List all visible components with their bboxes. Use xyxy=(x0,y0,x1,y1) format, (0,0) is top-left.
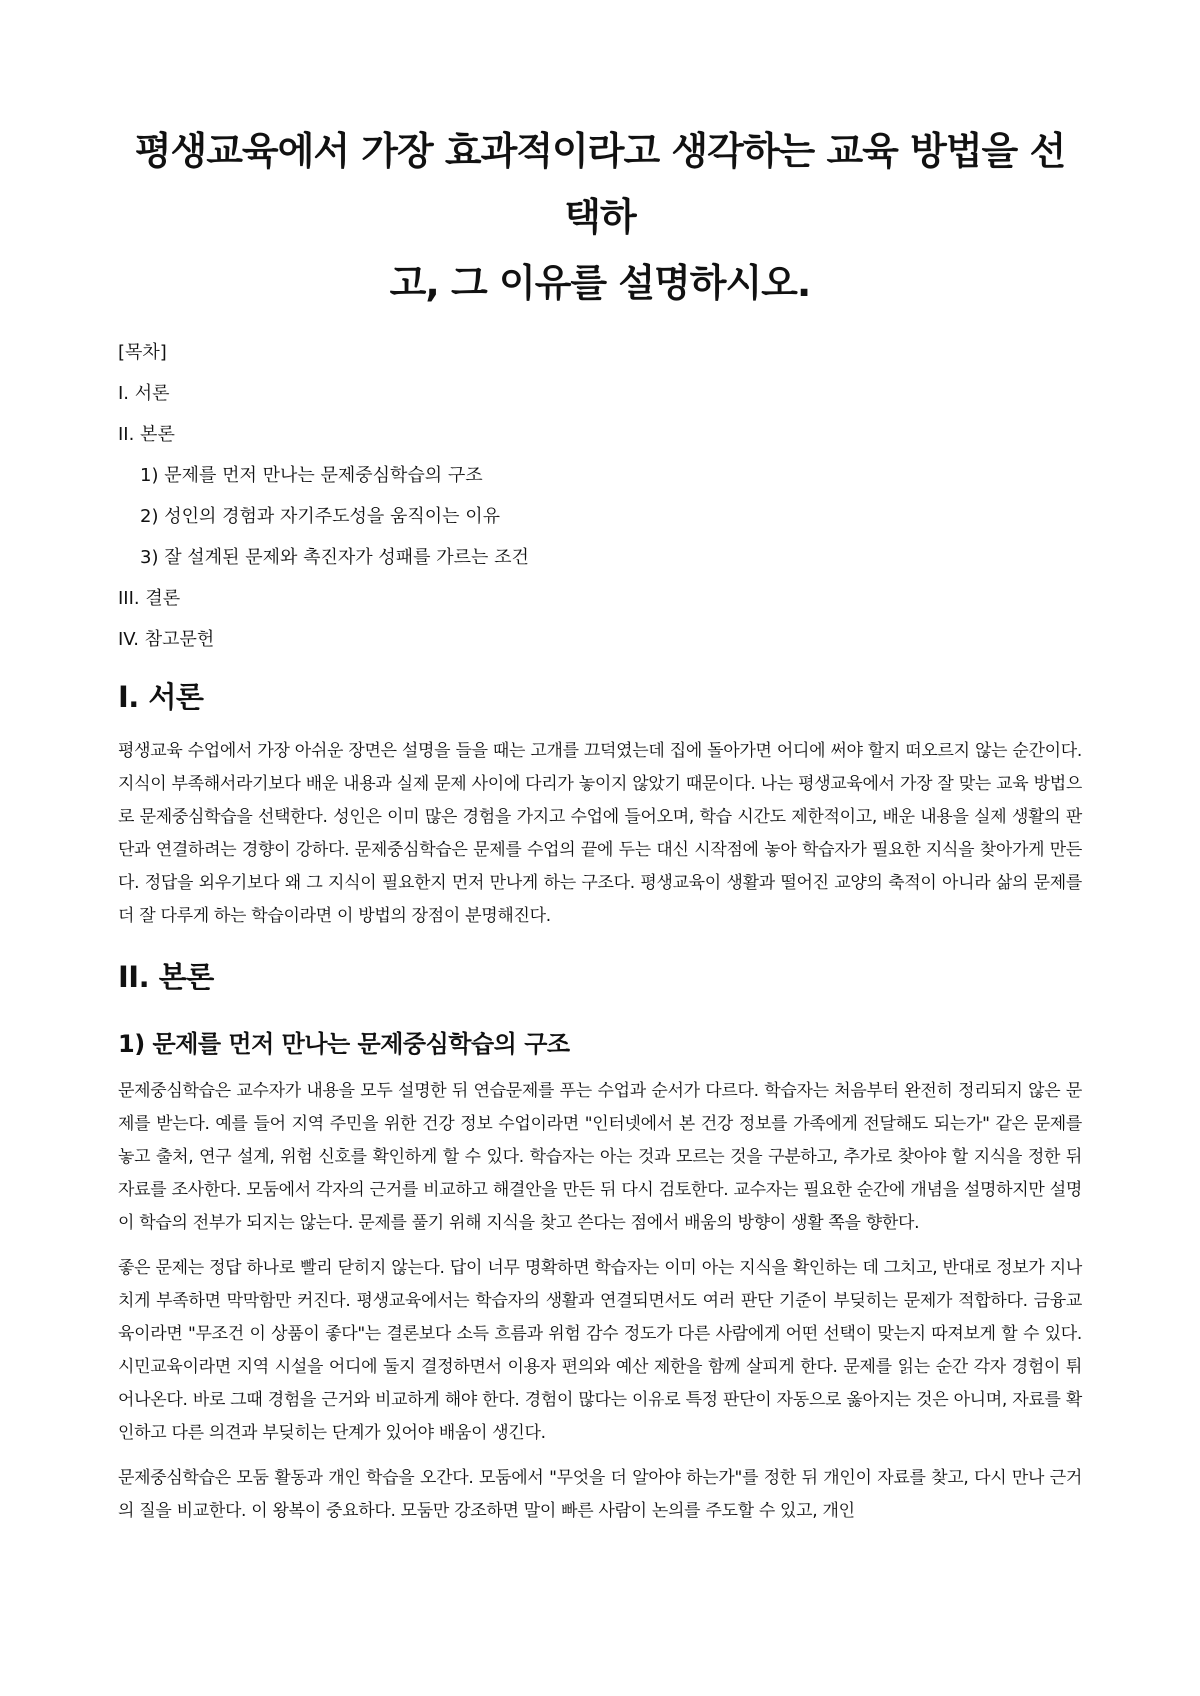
toc-item: III. 결론 xyxy=(118,588,181,609)
section-heading-body: II. 본론 xyxy=(118,960,214,994)
intro-paragraph: 평생교육 수업에서 가장 아쉬운 장면은 설명을 들을 때는 고개를 끄덕였는데 집에 돌아가면 어디에 써야 할지 떠오르지 않는 순간이다. 지식이 부족해서라기보다 배운 내용과 실제 문제 사이에 다리가 놓이지 않았기 때문이다. 나는 평생교육에서 가장 잘 맞는 교육 방법으로 문제중심학습을 선택한다. 성인은 이미 많은 경험을 가지고 수업에 들어오며, 학습 시간도 제한적이고, 배운 내용을 실제 생활의 판단과 연결하려는 경향이 강하다. 문제중심학습은 문제를 수업의 끝에 두는 대신 시작점에 놓아 학습자가 필요한 지식을 찾아가게 만든다. 정답을 외우기보다 왜 그 지식이 필요한지 먼저 만나게 하는 구조다. 평생교육이 생활과 떨어진 교양의 축적이 아니라 삶의 문제를 더 잘 다루게 하는 학습이라면 이 방법의 장점이 분명해진다. xyxy=(118,741,1082,926)
toc-subitem: 2) 성인의 경험과 자기주도성을 움직이는 이유 xyxy=(140,506,501,527)
toc-subitem: 1) 문제를 먼저 만나는 문제중심학습의 구조 xyxy=(140,465,483,486)
body-paragraph: 좋은 문제는 정답 하나로 빨리 닫히지 않는다. 답이 너무 명확하면 학습자는 이미 아는 지식을 확인하는 데 그치고, 반대로 정보가 지나치게 부족하면 막막함만 커진다. 평생교육에서는 학습자의 생활과 연결되면서도 여러 판단 기준이 부딪히는 문제가 적합하다. 금융교육이라면 "무조건 이 상품이 좋다"는 결론보다 소득 흐름과 위험 감수 정도가 다른 사람에게 어떤 선택이 맞는지 따져보게 할 수 있다. 시민교육이라면 지역 시설을 어디에 둘지 결정하면서 이용자 편의와 예산 제한을 함께 살피게 한다. 문제를 읽는 순간 각자 경험이 튀어나온다. 바로 그때 경험을 근거와 비교하게 해야 한다. 경험이 많다는 이유로 특정 판단이 자동으로 옳아지는 것은 아니며, 자료를 확인하고 다른 의견과 부딪히는 단계가 있어야 배움이 생긴다. xyxy=(118,1258,1082,1443)
table-of-contents xyxy=(118,340,1082,653)
toc-subitem: 3) 잘 설계된 문제와 촉진자가 성패를 가르는 조건 xyxy=(140,547,529,568)
section-heading-intro: I. 서론 xyxy=(118,680,204,714)
toc-label: [목차] xyxy=(118,342,167,363)
document-title xyxy=(118,118,1082,316)
toc-item: II. 본론 xyxy=(118,424,175,445)
subsection-heading-1: 1) 문제를 먼저 만나는 문제중심학습의 구조 xyxy=(118,1030,570,1058)
body-paragraph: 문제중심학습은 교수자가 내용을 모두 설명한 뒤 연습문제를 푸는 수업과 순서가 다르다. 학습자는 처음부터 완전히 정리되지 않은 문제를 받는다. 예를 들어 지역 주민을 위한 건강 정보 수업이라면 "인터넷에서 본 건강 정보를 가족에게 전달해도 되는가" 같은 문제를 놓고 출처, 연구 설계, 위험 신호를 확인하게 할 수 있다. 학습자는 아는 것과 모르는 것을 구분하고, 추가로 찾아야 할 지식을 정한 뒤 자료를 조사한다. 모둠에서 각자의 근거를 비교하고 해결안을 만든 뒤 다시 검토한다. 교수자는 필요한 순간에 개념을 설명하지만 설명이 학습의 전부가 되지는 않는다. 문제를 풀기 위해 지식을 찾고 쓴다는 점에서 배움의 방향이 생활 쪽을 향한다. xyxy=(118,1081,1082,1233)
document-title-line-2: 고, 그 이유를 설명하시오. xyxy=(389,261,811,305)
document-title-line-1: 평생교육에서 가장 효과적이라고 생각하는 교육 방법을 선택하 xyxy=(134,129,1066,239)
toc-item: I. 서론 xyxy=(118,383,170,404)
body-paragraph: 문제중심학습은 모둠 활동과 개인 학습을 오간다. 모둠에서 "무엇을 더 알아야 하는가"를 정한 뒤 개인이 자료를 찾고, 다시 만나 근거의 질을 비교한다. 이 왕복이 중요하다. 모둠만 강조하면 말이 빠른 사람이 논의를 주도할 수 있고, 개인 xyxy=(118,1468,1082,1521)
document-page xyxy=(118,118,1082,1540)
toc-item: IV. 참고문헌 xyxy=(118,629,215,650)
